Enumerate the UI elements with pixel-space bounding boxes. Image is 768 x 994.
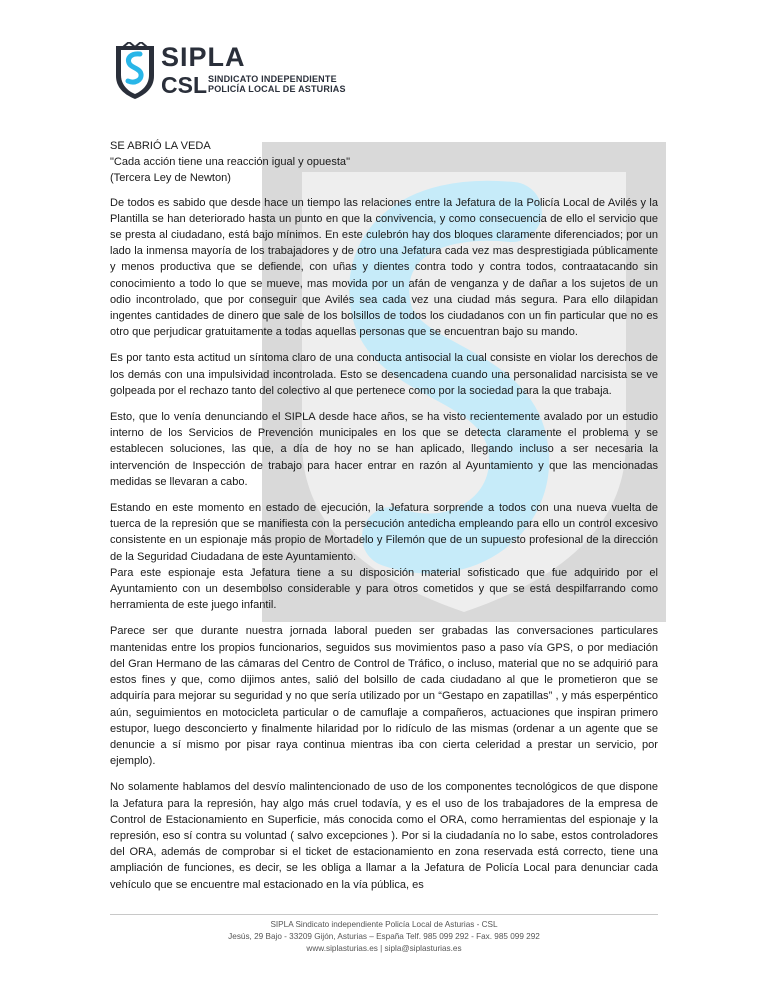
logo-subtitle-line1: SINDICATO INDEPENDIENTE <box>208 74 337 84</box>
logo-subtitle <box>208 74 346 94</box>
heading-block <box>110 138 658 187</box>
paragraph-6: No solamente hablamos del desvío malintencionado de uso de los componentes tecnológicos de que dispone la Jefatura para la represión, hay algo más cruel todavía, y es el uso de los trabajadores de la empresa de Control de Estacionamiento en Superficie, más conocida como el ORA, como herramientas del espionaje y la represión, eso sí contra su voluntad ( salvo excepciones ). Por si la ciudadanía no lo sabe, estos controladores del ORA, además de comprobar si el ticket de estacionamiento en zona reservada está correcto, tiene una ampliación de funciones, es decir, se les obliga a llamar a la Jefatura de Policía Local para denunciar cada vehículo que se encuentre mal estacionado en la vía pública, es <box>110 781 658 891</box>
paragraph-1: De todos es sabido que desde hace un tiempo las relaciones entre la Jefatura de la Policía Local de Avilés y la Plantilla se han deteriorado hasta un punto en que la convivencia, y como consecuencia de ello el servicio que se presta al ciudadano, está bajo mínimos. En este culebrón hay dos bloques claramente diferenciados; por un lado la inmensa mayoría de los trabajadores y de otro una Jefatura cada vez mas desprestigiada públicamente y menos productiva que se defiende, con uñas y dientes contra todo y contra todos, contraatacando sin conocimiento a todo lo que se mueve, mas movida por un afán de venganza y de dañar a los sujetos de un odio incontrolado, que por conseguir que Avilés sea cada vez una ciudad más segura. Para ello dilapidan ingentes cantidades de dinero que sale de los bolsillos de todos los ciudadanos con un fin particular que no es otro que perjudicar gratuitamente a todas aquellas personas que se encuentran bajo su mando. <box>110 196 658 339</box>
footer-line-2: Jesús, 29 Bajo - 33209 Gijón, Asturias – España Telf. 985 099 292 - Fax. 985 099 292 <box>228 932 540 941</box>
paragraph-3: Esto, que lo venía denunciando el SIPLA desde hace años, se ha visto recientemente avalado por un estudio interno de los Servicios de Prevención municipales en los que se detecta claramente el problema y se establecen soluciones, las que, a día de hoy no se han aplicado, llegando incluso a ser necesaria la intervención de Inspección de trabajo para hacer entrar en razón al Ayuntamiento y que las mencionadas medidas se llevaran a cabo. <box>110 411 658 488</box>
sipla-logo <box>113 42 373 102</box>
footer-divider <box>110 914 658 915</box>
logo-subtitle-line2: POLICÍA LOCAL DE ASTURIAS <box>208 84 346 94</box>
logo-abbr: CSL <box>161 72 207 98</box>
paragraph-4: Estando en este momento en estado de ejecución, la Jefatura sorprende a todos con una nueva vuelta de tuerca de la represión que se manifiesta con la persecución antedicha empleando para ello un control excesivo consistente en un espionaje más propio de Mortadelo y Filemón que de un supuesto profesional de la dirección de la Seguridad Ciudadana de este Ayuntamiento. Para este espionaje esta Jefatura tiene a su disposición material sofisticado que fue adquirido por el Ayuntamiento con un desembolso considerable y para otros cometidos y que se está despilfarrando como herramienta de este juego infantil. <box>110 502 658 612</box>
page-footer <box>110 919 658 955</box>
footer-line-1: SIPLA Sindicato independiente Policía Local de Asturias - CSL <box>270 920 498 929</box>
logo-name: SIPLA <box>161 42 246 72</box>
footer-line-3: www.siplasturias.es | sipla@siplasturias.es <box>306 944 462 953</box>
document-title: SE ABRIÓ LA VEDA <box>110 140 211 152</box>
paragraph-5: Parece ser que durante nuestra jornada laboral pueden ser grabadas las conversaciones particulares mantenidas entre los propios funcionarios, seguidos sus movimientos paso a paso vía GPS, o por mediación del Gran Hermano de las cámaras del Centro de Control de Tráfico, o incluso, material que no se adquirió para estos fines y que, como dijimos antes, salió del bolsillo de cada ciudadano al que le prometieron que se adquiría para mejorar su seguridad y no que sería utilizado por un “Gestapo en zapatillas” , y más esperpéntico aún, seguimientos en motocicleta particular o de camuflaje a compañeros, actuaciones que inspiran primero estupor, luego desconcierto y finalmente hilaridad por lo ridículo de las mismas (ordenar a un agente que se denuncie a sí mismo por pisar raya continua mientras iba con cierta celeridad a prestar un servicio, por ejemplo). <box>110 625 658 768</box>
paragraph-2: Es por tanto esta actitud un síntoma claro de una conducta antisocial la cual consiste en violar los derechos de los demás con una impulsividad incontrolada. Esto se desencadena cuando una personalidad narcisista se ve golpeada por el rechazo tanto del colectivo al que pertenece como por la sociedad para la que trabaja. <box>110 352 658 397</box>
heading-quote: "Cada acción tiene una reacción igual y opuesta" <box>110 156 350 169</box>
heading-attribution: (Tercera Ley de Newton) <box>110 172 231 185</box>
shield-logo-icon <box>113 42 157 100</box>
letter-body <box>110 138 658 903</box>
